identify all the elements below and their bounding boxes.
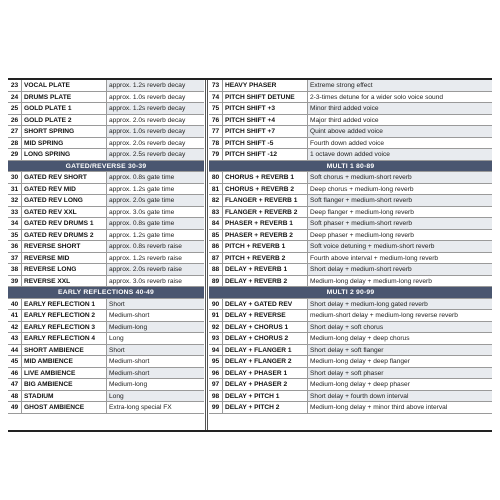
preset-number: 74 [209, 92, 223, 103]
preset-number: 88 [209, 264, 223, 275]
table-row [8, 184, 204, 196]
preset-number: 73 [209, 80, 223, 91]
left-column [8, 80, 204, 414]
preset-description: Medium-long delay + deep flanger [308, 356, 492, 367]
preset-number: 44 [8, 345, 22, 356]
preset-name: REVERSE SHORT [22, 241, 107, 252]
preset-name: PHASER + REVERB 1 [223, 218, 308, 229]
preset-description: Short delay + medium-long gated reverb [308, 299, 492, 310]
preset-description: Deep flanger + medium-long reverb [308, 207, 492, 218]
preset-description: approx. 2.0s reverb raise [107, 264, 204, 275]
table-row [209, 276, 492, 288]
table-row [209, 184, 492, 196]
preset-name: LONG SPRING [22, 149, 107, 160]
preset-name: STADIUM [22, 391, 107, 402]
preset-number: 28 [8, 138, 22, 149]
preset-description: Minor third added voice [308, 103, 492, 114]
preset-description: Medium-long [107, 379, 204, 390]
table-row [209, 379, 492, 391]
preset-description: Extreme strong effect [308, 80, 492, 91]
preset-name: MID AMBIENCE [22, 356, 107, 367]
table-row [8, 345, 204, 357]
preset-number: 37 [8, 253, 22, 264]
preset-description: approx. 2.0s reverb decay [107, 138, 204, 149]
table-row [8, 80, 204, 92]
table-row [209, 402, 492, 414]
preset-number: 30 [8, 172, 22, 183]
preset-description: approx. 1.2s reverb raise [107, 253, 204, 264]
preset-description: Medium-long delay + minor third above interval [308, 402, 492, 413]
preset-number: 84 [209, 218, 223, 229]
preset-name: EARLY REFLECTION 3 [22, 322, 107, 333]
section-header: GATED/REVERSE 30-39 [8, 161, 204, 173]
preset-number: 81 [209, 184, 223, 195]
preset-description: approx. 1.2s reverb decay [107, 80, 204, 91]
table-row [8, 230, 204, 242]
preset-name: GATED REV LONG [22, 195, 107, 206]
preset-number: 95 [209, 356, 223, 367]
preset-name: PITCH SHIFT +4 [223, 115, 308, 126]
preset-number: 86 [209, 241, 223, 252]
preset-number: 47 [8, 379, 22, 390]
preset-number: 98 [209, 391, 223, 402]
preset-description: Extra-long special FX [107, 402, 204, 413]
preset-name: HEAVY PHASER [223, 80, 308, 91]
preset-number: 78 [209, 138, 223, 149]
preset-number: 31 [8, 184, 22, 195]
preset-description: approx. 1.0s reverb decay [107, 126, 204, 137]
preset-number: 49 [8, 402, 22, 413]
preset-number: 48 [8, 391, 22, 402]
preset-description: approx. 1.0s reverb decay [107, 92, 204, 103]
preset-description: Fourth down added voice [308, 138, 492, 149]
table-row [209, 126, 492, 138]
right-bottom-section [209, 299, 492, 414]
table-row [209, 356, 492, 368]
section-header: MULTI 1 80-89 [209, 161, 492, 173]
preset-number: 23 [8, 80, 22, 91]
preset-name: GATED REV XXL [22, 207, 107, 218]
preset-name: MID SPRING [22, 138, 107, 149]
table-row [8, 264, 204, 276]
preset-name: GHOST AMBIENCE [22, 402, 107, 413]
table-row [209, 172, 492, 184]
preset-name: DELAY + PITCH 1 [223, 391, 308, 402]
preset-number: 96 [209, 368, 223, 379]
preset-name: BIG AMBIENCE [22, 379, 107, 390]
preset-description: Fourth above interval + medium-long reverb [308, 253, 492, 264]
preset-description: Short delay + soft chorus [308, 322, 492, 333]
preset-number: 45 [8, 356, 22, 367]
preset-name: PHASER + REVERB 2 [223, 230, 308, 241]
preset-name: FLANGER + REVERB 2 [223, 207, 308, 218]
table-row [209, 195, 492, 207]
table-row [209, 310, 492, 322]
preset-number: 25 [8, 103, 22, 114]
preset-description: Soft flanger + medium-short reverb [308, 195, 492, 206]
preset-name: PITCH + REVERB 1 [223, 241, 308, 252]
preset-name: DELAY + REVERSE [223, 310, 308, 321]
table-row [8, 126, 204, 138]
table-row [209, 322, 492, 334]
preset-name: DRUMS PLATE [22, 92, 107, 103]
preset-description: approx. 1.2s gate time [107, 184, 204, 195]
right-column [209, 80, 492, 414]
preset-number: 85 [209, 230, 223, 241]
table-row [8, 172, 204, 184]
table-row [8, 402, 204, 414]
preset-number: 90 [209, 299, 223, 310]
preset-name: REVERSE XXL [22, 276, 107, 287]
preset-number: 29 [8, 149, 22, 160]
preset-name: PITCH SHIFT DETUNE [223, 92, 308, 103]
preset-number: 26 [8, 115, 22, 126]
table-row [209, 368, 492, 380]
preset-name: CHORUS + REVERB 2 [223, 184, 308, 195]
preset-description: approx. 0.8s gate time [107, 172, 204, 183]
preset-number: 92 [209, 322, 223, 333]
section-header: MULTI 2 90-99 [209, 287, 492, 299]
preset-description: Medium-long delay + deep phaser [308, 379, 492, 390]
table-row [209, 115, 492, 127]
preset-number: 93 [209, 333, 223, 344]
table-row [209, 138, 492, 150]
left-bottom-section [8, 299, 204, 414]
table-row [8, 92, 204, 104]
preset-number: 89 [209, 276, 223, 287]
preset-description: Short delay + soft flanger [308, 345, 492, 356]
preset-name: GATED REV DRUMS 1 [22, 218, 107, 229]
table-row [8, 333, 204, 345]
preset-number: 35 [8, 230, 22, 241]
preset-name: GOLD PLATE 2 [22, 115, 107, 126]
preset-description: approx. 3.0s gate time [107, 207, 204, 218]
preset-name: DELAY + CHORUS 1 [223, 322, 308, 333]
preset-number: 34 [8, 218, 22, 229]
preset-number: 42 [8, 322, 22, 333]
preset-number: 43 [8, 333, 22, 344]
preset-name: DELAY + FLANGER 1 [223, 345, 308, 356]
table-row [209, 230, 492, 242]
preset-number: 79 [209, 149, 223, 160]
preset-name: GATED REV DRUMS 2 [22, 230, 107, 241]
left-mid-section [8, 172, 204, 287]
table-row [8, 356, 204, 368]
preset-name: PITCH SHIFT +7 [223, 126, 308, 137]
preset-description: approx. 0.8s gate time [107, 218, 204, 229]
preset-name: DELAY + FLANGER 2 [223, 356, 308, 367]
table-row [8, 322, 204, 334]
preset-number: 27 [8, 126, 22, 137]
preset-name: FLANGER + REVERB 1 [223, 195, 308, 206]
preset-description: Long [107, 333, 204, 344]
preset-name: DELAY + PHASER 2 [223, 379, 308, 390]
preset-number: 36 [8, 241, 22, 252]
table-row [8, 195, 204, 207]
table-row [209, 218, 492, 230]
preset-description: approx. 1.2s gate time [107, 230, 204, 241]
preset-description: Short delay + medium-short reverb [308, 264, 492, 275]
preset-description: Soft chorus + medium-short reverb [308, 172, 492, 183]
preset-description: Medium-long delay + medium-long reverb [308, 276, 492, 287]
table-row [8, 391, 204, 403]
preset-name: REVERSE LONG [22, 264, 107, 275]
preset-description: approx. 3.0s reverb raise [107, 276, 204, 287]
preset-name: DELAY + PITCH 2 [223, 402, 308, 413]
preset-description: Medium-short [107, 368, 204, 379]
table-row [8, 379, 204, 391]
table-row [8, 299, 204, 311]
preset-number: 97 [209, 379, 223, 390]
table-row [8, 276, 204, 288]
table-row [209, 391, 492, 403]
preset-number: 94 [209, 345, 223, 356]
preset-number: 77 [209, 126, 223, 137]
preset-number: 91 [209, 310, 223, 321]
table-row [209, 149, 492, 161]
right-mid-section [209, 172, 492, 287]
preset-number: 40 [8, 299, 22, 310]
preset-name: EARLY REFLECTION 1 [22, 299, 107, 310]
preset-name: DELAY + PHASER 1 [223, 368, 308, 379]
preset-number: 87 [209, 253, 223, 264]
table-row [8, 207, 204, 219]
table-row [8, 241, 204, 253]
preset-description: approx. 2.0s gate time [107, 195, 204, 206]
preset-name: VOCAL PLATE [22, 80, 107, 91]
preset-name: DELAY + GATED REV [223, 299, 308, 310]
preset-description: Medium-long delay + deep chorus [308, 333, 492, 344]
preset-description: Short delay + soft phaser [308, 368, 492, 379]
preset-description: Soft phaser + medium-short reverb [308, 218, 492, 229]
preset-description: Major third added voice [308, 115, 492, 126]
preset-number: 99 [209, 402, 223, 413]
preset-name: PITCH SHIFT +3 [223, 103, 308, 114]
preset-description: approx. 2.5s reverb decay [107, 149, 204, 160]
preset-description: Short delay + fourth down interval [308, 391, 492, 402]
preset-description: Quint above added voice [308, 126, 492, 137]
preset-name: EARLY REFLECTION 4 [22, 333, 107, 344]
preset-name: GATED REV MID [22, 184, 107, 195]
table-row [209, 253, 492, 265]
table-row [209, 333, 492, 345]
table-row [8, 115, 204, 127]
table-row [209, 207, 492, 219]
preset-name: DELAY + REVERB 1 [223, 264, 308, 275]
column-divider [205, 80, 208, 430]
preset-name: DELAY + REVERB 2 [223, 276, 308, 287]
preset-number: 32 [8, 195, 22, 206]
preset-number: 41 [8, 310, 22, 321]
preset-name: LIVE AMBIENCE [22, 368, 107, 379]
preset-description: Soft voice detuning + medium-short reverb [308, 241, 492, 252]
preset-description: Long [107, 391, 204, 402]
preset-description: approx. 1.2s reverb decay [107, 103, 204, 114]
table-row [209, 241, 492, 253]
table-row [209, 264, 492, 276]
preset-description: Medium-short [107, 310, 204, 321]
preset-name: EARLY REFLECTION 2 [22, 310, 107, 321]
preset-name: REVERSE MID [22, 253, 107, 264]
preset-name: SHORT SPRING [22, 126, 107, 137]
preset-name: GATED REV SHORT [22, 172, 107, 183]
preset-description: 2-3-times detune for a wider solo voice sound [308, 92, 492, 103]
left-top-section [8, 80, 204, 161]
table-row [8, 310, 204, 322]
preset-description: Deep phaser + medium-long reverb [308, 230, 492, 241]
preset-name: SHORT AMBIENCE [22, 345, 107, 356]
preset-description: Short [107, 299, 204, 310]
table-row [209, 103, 492, 115]
table-row [209, 92, 492, 104]
preset-number: 38 [8, 264, 22, 275]
preset-description: Deep chorus + medium-long reverb [308, 184, 492, 195]
table-row [8, 368, 204, 380]
table-row [8, 253, 204, 265]
preset-number: 80 [209, 172, 223, 183]
preset-name: CHORUS + REVERB 1 [223, 172, 308, 183]
table-row [8, 138, 204, 150]
table-row [8, 218, 204, 230]
preset-number: 33 [8, 207, 22, 218]
preset-description: 1 octave down added voice [308, 149, 492, 160]
preset-number: 46 [8, 368, 22, 379]
preset-description: Short [107, 345, 204, 356]
preset-name: GOLD PLATE 1 [22, 103, 107, 114]
table-row [209, 299, 492, 311]
preset-description: medium-short delay + medium-long reverse reverb [308, 310, 492, 321]
table-row [8, 103, 204, 115]
preset-number: 83 [209, 207, 223, 218]
preset-number: 82 [209, 195, 223, 206]
preset-number: 24 [8, 92, 22, 103]
preset-number: 76 [209, 115, 223, 126]
preset-description: approx. 0.8s reverb raise [107, 241, 204, 252]
section-header: EARLY REFLECTIONS 40-49 [8, 287, 204, 299]
preset-table [8, 78, 492, 432]
preset-name: DELAY + CHORUS 2 [223, 333, 308, 344]
preset-description: Medium-short [107, 356, 204, 367]
preset-name: PITCH + REVERB 2 [223, 253, 308, 264]
table-row [8, 149, 204, 161]
right-top-section [209, 80, 492, 161]
preset-number: 39 [8, 276, 22, 287]
preset-description: approx. 2.0s reverb decay [107, 115, 204, 126]
preset-name: PITCH SHIFT -5 [223, 138, 308, 149]
preset-name: PITCH SHIFT -12 [223, 149, 308, 160]
table-row [209, 80, 492, 92]
preset-number: 75 [209, 103, 223, 114]
preset-description: Medium-long [107, 322, 204, 333]
table-row [209, 345, 492, 357]
